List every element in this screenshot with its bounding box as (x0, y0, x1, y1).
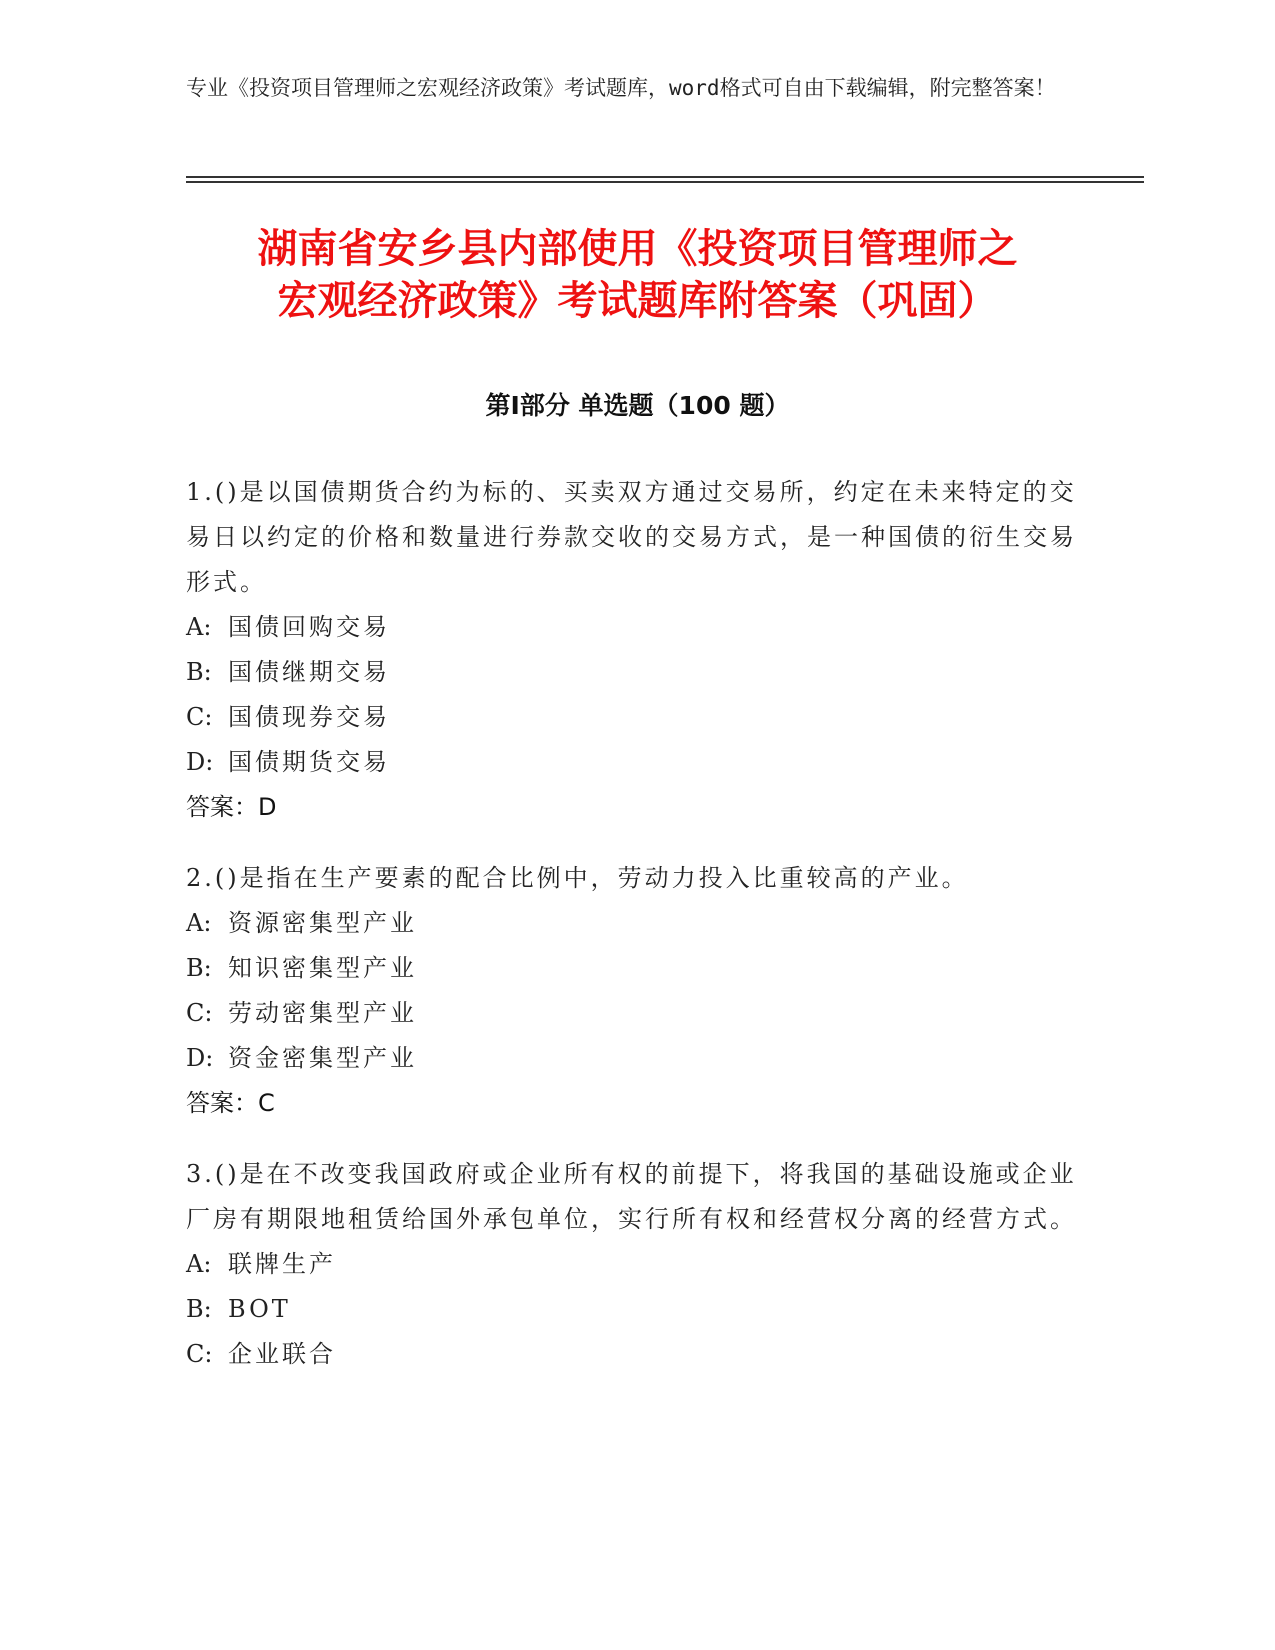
question-list (186, 470, 1086, 1403)
option-b (186, 1287, 1086, 1332)
option-letter: D: (186, 748, 214, 776)
option-text: 资源密集型产业 (228, 909, 417, 937)
option-c (186, 695, 1086, 740)
option-text: 知识密集型产业 (228, 954, 417, 982)
option-c (186, 1332, 1086, 1377)
answer-line: 答案：D (186, 793, 277, 821)
option-letter: B: (186, 954, 212, 982)
option-b (186, 650, 1086, 695)
option-text: 国债现券交易 (228, 703, 390, 731)
option-text: 企业联合 (228, 1340, 336, 1368)
header-rule-top (186, 176, 1144, 178)
question-1 (186, 470, 1086, 830)
option-d (186, 1036, 1086, 1081)
option-a (186, 1242, 1086, 1287)
option-a (186, 901, 1086, 946)
option-text: 联牌生产 (228, 1250, 336, 1278)
option-a (186, 605, 1086, 650)
option-d (186, 740, 1086, 785)
question-stem: 1.()是以国债期货合约为标的、买卖双方通过交易所，约定在未来特定的交易日以约定的价格和数量进行券款交收的交易方式，是一种国债的衍生交易形式。 (186, 478, 1077, 596)
option-c (186, 991, 1086, 1036)
option-letter: B: (186, 1295, 212, 1323)
section-heading: 第Ⅰ部分 单选题（100 题） (485, 391, 790, 420)
option-letter: B: (186, 658, 212, 686)
document-title-line-1: 湖南省安乡县内部使用《投资项目管理师之 (257, 226, 1018, 272)
header-rule-bottom (186, 181, 1144, 183)
option-b (186, 946, 1086, 991)
question-3 (186, 1152, 1086, 1377)
option-text: 国债回购交易 (228, 613, 390, 641)
option-text: 国债继期交易 (228, 658, 390, 686)
document-title-line-2: 宏观经济政策》考试题库附答案（巩固） (277, 278, 998, 324)
option-text: 国债期货交易 (228, 748, 390, 776)
header-note: 专业《投资项目管理师之宏观经济政策》考试题库，word格式可自由下载编辑，附完整答案！ (186, 76, 1056, 100)
option-letter: A: (186, 1250, 212, 1278)
question-2 (186, 856, 1086, 1126)
option-text: 劳动密集型产业 (228, 999, 417, 1027)
answer-line: 答案：C (186, 1089, 275, 1117)
option-letter: A: (186, 909, 212, 937)
option-text: BOT (228, 1295, 291, 1323)
option-letter: C: (186, 999, 213, 1027)
document-title (0, 223, 1275, 327)
option-letter: A: (186, 613, 212, 641)
question-stem: 3.()是在不改变我国政府或企业所有权的前提下，将我国的基础设施或企业厂房有期限地租赁给国外承包单位，实行所有权和经营权分离的经营方式。 (186, 1160, 1077, 1233)
option-letter: C: (186, 703, 213, 731)
option-text: 资金密集型产业 (228, 1044, 417, 1072)
question-stem: 2.()是指在生产要素的配合比例中，劳动力投入比重较高的产业。 (186, 864, 969, 892)
option-letter: D: (186, 1044, 214, 1072)
option-letter: C: (186, 1340, 213, 1368)
